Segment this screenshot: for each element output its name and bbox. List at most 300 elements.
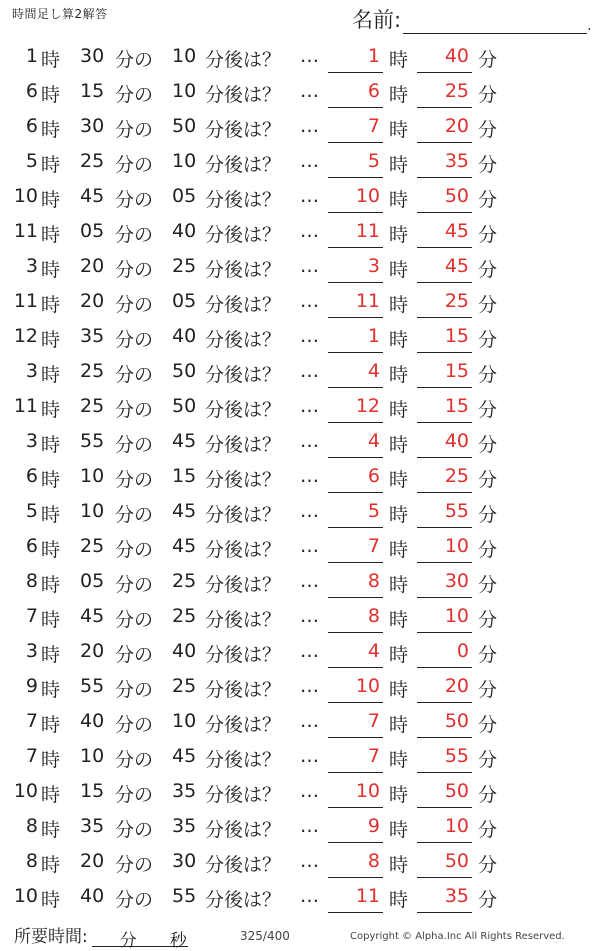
later-label: 分後は？ [205,609,282,631]
answer-hour: 6 [367,465,380,487]
start-minute: 55 [80,430,105,452]
answer-minute: 45 [444,255,469,277]
problem-row [0,809,600,844]
problem-row [0,109,600,144]
minute-no-label: 分の [115,154,154,176]
hour-label: 時 [389,609,409,631]
problem-row [0,634,600,669]
problem-row [0,599,600,634]
added-minutes: 35 [172,815,197,837]
later-label: 分後は？ [205,434,282,456]
problem-row [0,144,600,179]
answer-minute-blank[interactable] [417,144,472,178]
added-minutes: 25 [172,255,197,277]
answer-minute: 15 [444,325,469,347]
minute-no-label: 分の [115,399,154,421]
hour-label: 時 [389,469,409,491]
problem-row [0,739,600,774]
answer-minute-blank[interactable] [417,389,472,423]
ellipsis: … [300,815,319,837]
minute-no-label: 分の [115,259,154,281]
minute-label: 分 [478,189,498,211]
answer-hour: 7 [367,535,380,557]
name-field [352,4,592,34]
hour-label: 時 [389,749,409,771]
problem-row [0,389,600,424]
hour-label: 時 [389,714,409,736]
answer-hour-blank[interactable] [328,879,383,913]
start-minute: 55 [80,675,105,697]
answer-minute: 35 [444,885,469,907]
problem-row [0,354,600,389]
later-label: 分後は？ [205,189,282,211]
answer-hour-blank[interactable] [328,634,383,668]
hour-label: 時 [389,119,409,141]
minute-label: 分 [478,504,498,526]
ellipsis: … [300,675,319,697]
ellipsis: … [300,290,319,312]
hour-label: 時 [389,224,409,246]
answer-hour-blank[interactable] [328,529,383,563]
hour-label: 時 [41,644,61,666]
hour-label: 時 [41,784,61,806]
start-minute: 25 [80,395,105,417]
answer-minute-blank[interactable] [417,249,472,283]
answer-minute: 55 [444,500,469,522]
answer-hour: 8 [367,850,380,872]
minute-no-label: 分の [115,504,154,526]
answer-hour: 7 [367,710,380,732]
minute-label: 分 [478,574,498,596]
hour-label: 時 [389,854,409,876]
start-hour: 8 [25,570,38,592]
minute-no-label: 分の [115,819,154,841]
start-minute: 35 [80,815,105,837]
copyright: Copyright © Alpha.Inc All Rights Reserved. [350,931,565,942]
hour-label: 時 [41,714,61,736]
minute-no-label: 分の [115,749,154,771]
ellipsis: … [300,640,319,662]
hour-label: 時 [41,504,61,526]
added-minutes: 50 [172,395,197,417]
answer-hour-blank[interactable] [328,809,383,843]
ellipsis: … [300,325,319,347]
answer-minute: 15 [444,360,469,382]
minute-label: 分 [478,224,498,246]
minute-no-label: 分の [115,539,154,561]
start-hour: 6 [25,115,38,137]
start-hour: 3 [25,430,38,452]
hour-label: 時 [389,889,409,911]
answer-minute-blank[interactable] [417,459,472,493]
hour-label: 時 [389,329,409,351]
hour-label: 時 [389,364,409,386]
start-hour: 7 [25,710,38,732]
minute-no-label: 分の [115,574,154,596]
start-minute: 10 [80,745,105,767]
minute-no-label: 分の [115,84,154,106]
start-minute: 30 [80,115,105,137]
start-hour: 10 [13,780,38,802]
hour-label: 時 [41,434,61,456]
hour-label: 時 [389,49,409,71]
start-hour: 11 [13,290,38,312]
answer-minute-blank[interactable] [417,634,472,668]
start-hour: 3 [25,360,38,382]
minute-label: 分 [478,399,498,421]
minute-label: 分 [478,644,498,666]
hour-label: 時 [41,84,61,106]
answer-minute: 30 [444,570,469,592]
answer-hour-blank[interactable] [328,669,383,703]
answer-minute-blank[interactable] [417,424,472,458]
answer-minute-blank[interactable] [417,739,472,773]
minute-label: 分 [478,364,498,386]
answer-minute-blank[interactable] [417,704,472,738]
minute-label: 分 [478,819,498,841]
answer-minute-blank[interactable] [417,669,472,703]
hour-label: 時 [41,259,61,281]
problem-row [0,529,600,564]
answer-minute: 25 [444,80,469,102]
added-minutes: 10 [172,80,197,102]
answer-hour: 7 [367,745,380,767]
start-hour: 12 [13,325,38,347]
later-label: 分後は？ [205,364,282,386]
added-minutes: 40 [172,640,197,662]
answer-hour-blank[interactable] [328,459,383,493]
ellipsis: … [300,465,319,487]
minute-label: 分 [478,119,498,141]
answer-minute: 10 [444,535,469,557]
answer-hour: 5 [367,150,380,172]
answer-hour: 9 [367,815,380,837]
answer-hour-blank[interactable] [328,774,383,808]
answer-hour-blank[interactable] [328,179,383,213]
start-minute: 45 [80,605,105,627]
start-minute: 15 [80,80,105,102]
answer-hour: 11 [355,220,380,242]
hour-label: 時 [41,539,61,561]
minute-label: 分 [478,49,498,71]
ellipsis: … [300,885,319,907]
start-hour: 3 [25,640,38,662]
ellipsis: … [300,500,319,522]
hour-label: 時 [41,329,61,351]
later-label: 分後は？ [205,854,282,876]
answer-minute: 25 [444,290,469,312]
start-minute: 15 [80,780,105,802]
name-input-line[interactable] [403,9,587,34]
ellipsis: … [300,220,319,242]
time-required [14,922,188,951]
minute-no-label: 分の [115,854,154,876]
answer-hour: 1 [367,325,380,347]
ellipsis: … [300,710,319,732]
later-label: 分後は？ [205,119,282,141]
ellipsis: … [300,605,319,627]
hour-label: 時 [41,574,61,596]
answer-hour-blank[interactable] [328,844,383,878]
added-minutes: 30 [172,850,197,872]
start-hour: 11 [13,220,38,242]
hour-label: 時 [389,574,409,596]
hour-label: 時 [41,294,61,316]
problem-row [0,704,600,739]
problem-row [0,284,600,319]
hour-label: 時 [389,189,409,211]
start-minute: 25 [80,360,105,382]
answer-minute-blank[interactable] [417,774,472,808]
start-minute: 20 [80,290,105,312]
start-minute: 30 [80,45,105,67]
problem-row [0,459,600,494]
minute-no-label: 分の [115,889,154,911]
time-required-label: 所要時間: [14,927,88,947]
added-minutes: 45 [172,535,197,557]
answer-minute: 55 [444,745,469,767]
minute-no-label: 分の [115,679,154,701]
hour-label: 時 [41,399,61,421]
start-minute: 40 [80,885,105,907]
later-label: 分後は？ [205,539,282,561]
added-minutes: 50 [172,115,197,137]
answer-minute-blank[interactable] [417,109,472,143]
added-minutes: 15 [172,465,197,487]
later-label: 分後は？ [205,749,282,771]
hour-label: 時 [41,819,61,841]
ellipsis: … [300,745,319,767]
name-trailing-dot: . [587,18,592,34]
ellipsis: … [300,430,319,452]
answer-hour-blank[interactable] [328,389,383,423]
minute-no-label: 分の [115,644,154,666]
added-minutes: 35 [172,780,197,802]
problem-row [0,214,600,249]
ellipsis: … [300,115,319,137]
ellipsis: … [300,255,319,277]
answer-minute-blank[interactable] [417,74,472,108]
hour-label: 時 [41,364,61,386]
minute-label: 分 [478,259,498,281]
answer-hour-blank[interactable] [328,704,383,738]
answer-hour-blank[interactable] [328,319,383,353]
answer-minute: 40 [444,45,469,67]
answer-hour: 5 [367,500,380,522]
minute-label: 分 [478,714,498,736]
answer-minute-blank[interactable] [417,564,472,598]
answer-minute-blank[interactable] [417,214,472,248]
minute-no-label: 分の [115,224,154,246]
hour-label: 時 [389,644,409,666]
minute-label: 分 [478,294,498,316]
answer-minute-blank[interactable] [417,879,472,913]
answer-hour-blank[interactable] [328,39,383,73]
answer-hour: 11 [355,885,380,907]
hour-label: 時 [41,154,61,176]
minute-label: 分 [478,854,498,876]
minute-no-label: 分の [115,364,154,386]
minute-label: 分 [478,889,498,911]
hour-label: 時 [41,854,61,876]
hour-label: 時 [389,819,409,841]
ellipsis: … [300,360,319,382]
answer-hour: 4 [367,430,380,452]
problem-row [0,249,600,284]
minute-no-label: 分の [115,469,154,491]
answer-minute: 50 [444,710,469,732]
hour-label: 時 [41,469,61,491]
start-hour: 5 [25,150,38,172]
added-minutes: 25 [172,570,197,592]
minute-label: 分 [478,329,498,351]
hour-label: 時 [389,399,409,421]
answer-hour: 4 [367,360,380,382]
problem-row [0,319,600,354]
hour-label: 時 [389,154,409,176]
start-minute: 20 [80,640,105,662]
added-minutes: 40 [172,220,197,242]
minute-unit: 分 [119,931,137,951]
added-minutes: 05 [172,290,197,312]
start-hour: 9 [25,675,38,697]
start-hour: 1 [25,45,38,67]
answer-hour-blank[interactable] [328,249,383,283]
minute-label: 分 [478,784,498,806]
answer-hour-blank[interactable] [328,74,383,108]
minute-label: 分 [478,434,498,456]
start-minute: 10 [80,500,105,522]
answer-hour-blank[interactable] [328,214,383,248]
answer-minute: 50 [444,185,469,207]
hour-label: 時 [389,84,409,106]
answer-minute-blank[interactable] [417,529,472,563]
minute-label: 分 [478,749,498,771]
answer-minute-blank[interactable] [417,599,472,633]
hour-label: 時 [41,49,61,71]
problem-row [0,669,600,704]
ellipsis: … [300,395,319,417]
later-label: 分後は？ [205,819,282,841]
start-hour: 7 [25,605,38,627]
added-minutes: 10 [172,45,197,67]
problem-row [0,879,600,914]
later-label: 分後は？ [205,224,282,246]
problem-row [0,74,600,109]
minute-label: 分 [478,609,498,631]
problem-row [0,424,600,459]
added-minutes: 45 [172,430,197,452]
answer-minute: 50 [444,850,469,872]
later-label: 分後は？ [205,154,282,176]
answer-hour-blank[interactable] [328,424,383,458]
later-label: 分後は？ [205,679,282,701]
added-minutes: 55 [172,885,197,907]
problem-list [0,39,600,914]
ellipsis: … [300,45,319,67]
answer-minute-blank[interactable] [417,494,472,528]
answer-hour-blank[interactable] [328,564,383,598]
hour-label: 時 [389,504,409,526]
page-number: 325/400 [240,929,290,943]
answer-hour: 10 [355,185,380,207]
answer-hour: 8 [367,570,380,592]
hour-label: 時 [41,889,61,911]
answer-hour-blank[interactable] [328,599,383,633]
later-label: 分後は？ [205,574,282,596]
answer-minute: 35 [444,150,469,172]
answer-hour: 4 [367,640,380,662]
answer-hour: 10 [355,675,380,697]
hour-label: 時 [389,434,409,456]
later-label: 分後は？ [205,469,282,491]
start-hour: 6 [25,465,38,487]
start-minute: 40 [80,710,105,732]
answer-minute-blank[interactable] [417,39,472,73]
answer-hour-blank[interactable] [328,354,383,388]
answer-minute-blank[interactable] [417,284,472,318]
minute-label: 分 [478,679,498,701]
problem-row [0,39,600,74]
later-label: 分後は？ [205,259,282,281]
answer-hour: 8 [367,605,380,627]
problem-row [0,844,600,879]
answer-minute-blank[interactable] [417,354,472,388]
minute-label: 分 [478,84,498,106]
later-label: 分後は？ [205,399,282,421]
hour-label: 時 [41,679,61,701]
added-minutes: 25 [172,675,197,697]
start-hour: 6 [25,80,38,102]
later-label: 分後は？ [205,294,282,316]
minute-no-label: 分の [115,329,154,351]
minute-no-label: 分の [115,434,154,456]
ellipsis: … [300,185,319,207]
hour-label: 時 [389,294,409,316]
answer-minute-blank[interactable] [417,809,472,843]
answer-hour: 7 [367,115,380,137]
answer-minute-blank[interactable] [417,319,472,353]
page-title: 時間足し算2解答 [12,7,108,21]
hour-label: 時 [389,679,409,701]
answer-minute: 20 [444,675,469,697]
answer-hour-blank[interactable] [328,144,383,178]
answer-minute: 10 [444,815,469,837]
answer-hour-blank[interactable] [328,109,383,143]
answer-minute: 45 [444,220,469,242]
answer-hour-blank[interactable] [328,494,383,528]
time-required-line[interactable] [92,927,188,951]
start-hour: 7 [25,745,38,767]
start-minute: 05 [80,220,105,242]
answer-hour-blank[interactable] [328,284,383,318]
added-minutes: 10 [172,710,197,732]
hour-label: 時 [41,224,61,246]
answer-minute: 15 [444,395,469,417]
start-minute: 45 [80,185,105,207]
start-minute: 25 [80,535,105,557]
hour-label: 時 [389,259,409,281]
later-label: 分後は？ [205,49,282,71]
answer-minute-blank[interactable] [417,844,472,878]
answer-minute: 10 [444,605,469,627]
added-minutes: 10 [172,150,197,172]
hour-label: 時 [41,189,61,211]
minute-no-label: 分の [115,294,154,316]
answer-hour-blank[interactable] [328,739,383,773]
start-minute: 35 [80,325,105,347]
answer-minute-blank[interactable] [417,179,472,213]
